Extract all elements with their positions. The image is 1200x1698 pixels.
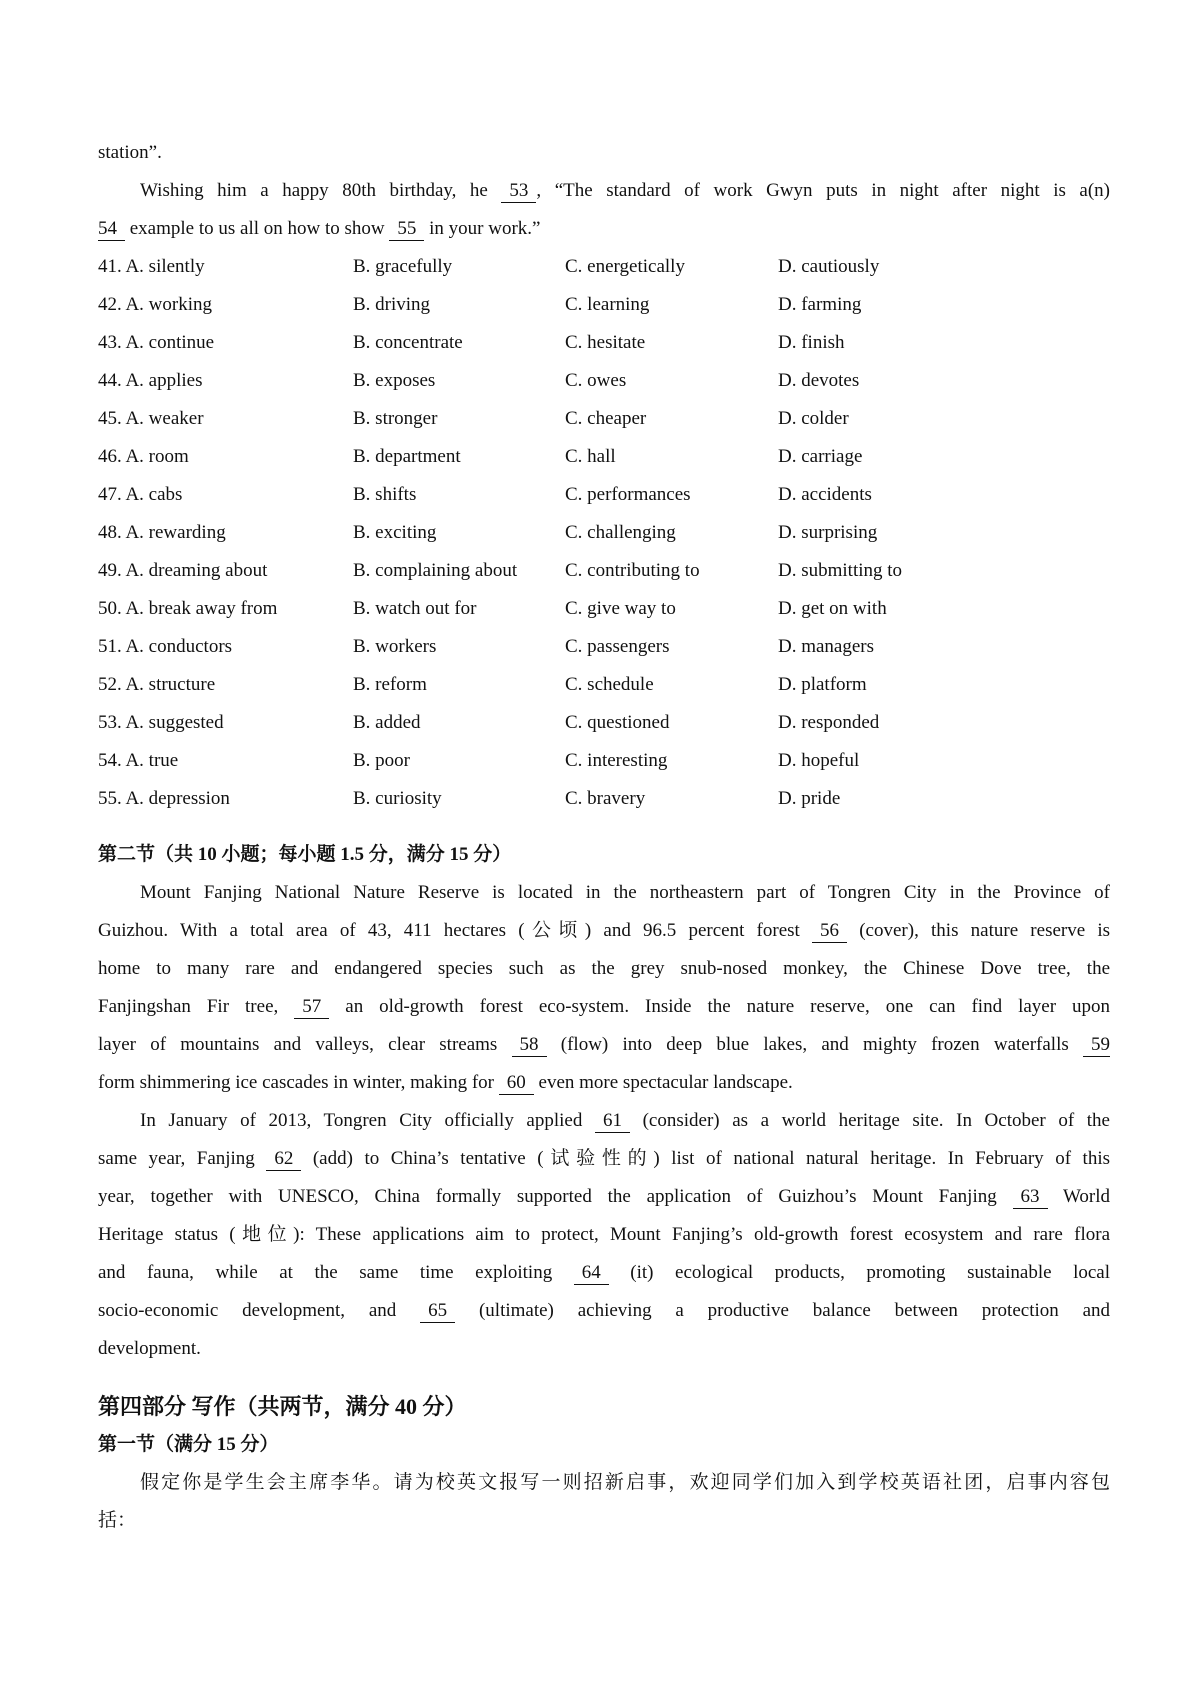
option-c: C. challenging [565, 522, 676, 543]
passage-text: (add) to China’s tentative (试验性的) list of national natural heritage. In February of this [312, 1148, 1110, 1169]
passage-text: in your work.” [429, 218, 541, 239]
passage-text: (cover), this nature reserve is [859, 920, 1111, 941]
passage-text: form shimmering ice cascades in winter, making for [98, 1072, 495, 1093]
passage-text: example to us all on how to show [129, 218, 385, 239]
option-d: D. submitting to [778, 560, 903, 581]
option-c: C. schedule [565, 674, 654, 695]
option-b: B. poor [353, 750, 410, 771]
passage-line [98, 874, 1110, 912]
option-b: B. workers [353, 636, 437, 657]
option-row [98, 248, 1110, 286]
spacer [98, 818, 1110, 836]
option-a: 48. A. rewarding [98, 522, 226, 543]
option-d: D. managers [778, 636, 875, 657]
section-heading: 第二节（共 10 小题；每小题 1.5 分，满分 15 分） [98, 844, 512, 865]
passage-line [98, 988, 1110, 1026]
option-d: D. finish [778, 332, 845, 353]
option-b: B. added [353, 712, 421, 733]
passage-text: Heritage status (地位): These applications aim to protect, Mount Fanjing’s old-growth forest ecosystem and rare flora [98, 1224, 1110, 1245]
blank-59: 59 [1083, 1034, 1110, 1057]
blank-57: 57 [294, 996, 329, 1019]
passage-text: (ultimate) achieving a productive balance between protection and [478, 1300, 1111, 1321]
options-list [98, 248, 1110, 818]
option-a: 49. A. dreaming about [98, 560, 268, 581]
passage-text: In January of 2013, Tongren City officially applied [140, 1110, 583, 1131]
passage-line [98, 1502, 1110, 1540]
blank-55: 55 [389, 218, 424, 241]
option-b: B. stronger [353, 408, 438, 429]
option-b: B. exciting [353, 522, 437, 543]
passage-line [98, 1064, 1110, 1102]
option-b: B. shifts [353, 484, 417, 505]
passage-line [98, 1254, 1110, 1292]
passage-text: 假定你是学生会主席李华。请为校英文报写一则招新启事，欢迎同学们加入到学校英语社团，启事内容包 [140, 1472, 1110, 1493]
passage-text: same year, Fanjing [98, 1148, 255, 1169]
option-d: D. responded [778, 712, 880, 733]
passage-line [98, 1216, 1110, 1254]
passage-line [98, 210, 1110, 248]
option-row [98, 324, 1110, 362]
option-row [98, 400, 1110, 438]
option-d: D. pride [778, 788, 841, 809]
option-d: D. cautiously [778, 256, 880, 277]
option-d: D. colder [778, 408, 849, 429]
passage-text: Wishing him a happy 80th birthday, he [140, 180, 488, 201]
option-row [98, 552, 1110, 590]
option-b: B. exposes [353, 370, 436, 391]
passage-text: Fanjingshan Fir tree, [98, 996, 279, 1017]
option-d: D. surprising [778, 522, 878, 543]
blank-64: 64 [574, 1262, 609, 1285]
passage-text: (consider) as a world heritage site. In October of the [642, 1110, 1110, 1131]
option-c: C. owes [565, 370, 627, 391]
option-b: B. driving [353, 294, 431, 315]
passage-text: year, together with UNESCO, China formally supported the application of Guizhou’s Mount Fanjing [98, 1186, 997, 1207]
option-c: C. contributing to [565, 560, 700, 581]
option-c: C. bravery [565, 788, 646, 809]
option-b: B. watch out for [353, 598, 477, 619]
passage-line [98, 134, 1110, 172]
part-heading: 第四部分 写作（共两节，满分 40 分） [98, 1394, 467, 1419]
blank-53: 53 [501, 180, 536, 203]
passage-line [98, 1178, 1110, 1216]
passage-text: layer of mountains and valleys, clear streams [98, 1034, 498, 1055]
passage-line [98, 1102, 1110, 1140]
blank-54: 54 [98, 218, 125, 241]
option-a: 53. A. suggested [98, 712, 224, 733]
blank-60: 60 [499, 1072, 534, 1095]
spacer [98, 1368, 1110, 1388]
option-c: C. energetically [565, 256, 685, 277]
option-a: 55. A. depression [98, 788, 230, 809]
option-d: D. get on with [778, 598, 887, 619]
option-b: B. gracefully [353, 256, 453, 277]
blank-62: 62 [266, 1148, 301, 1171]
passage-text: development. [98, 1338, 201, 1359]
passage-text: even more spectacular landscape. [538, 1072, 793, 1093]
option-row [98, 666, 1110, 704]
passage-line [98, 1464, 1110, 1502]
option-d: D. hopeful [778, 750, 860, 771]
passage-text: station”. [98, 142, 162, 163]
passage-paragraph [98, 874, 1110, 1102]
option-b: B. department [353, 446, 461, 467]
passage-line [98, 172, 1110, 210]
passage-text: (it) ecological products, promoting sustainable local [630, 1262, 1111, 1283]
option-b: B. curiosity [353, 788, 442, 809]
option-row [98, 742, 1110, 780]
option-d: D. farming [778, 294, 862, 315]
option-a: 52. A. structure [98, 674, 216, 695]
passage-text: and fauna, while at the same time exploiting [98, 1262, 553, 1283]
passage-text: World [1062, 1186, 1110, 1207]
option-a: 42. A. working [98, 294, 212, 315]
section-heading: 第一节（满分 15 分） [98, 1434, 279, 1455]
option-row [98, 286, 1110, 324]
option-c: C. hesitate [565, 332, 646, 353]
option-row [98, 628, 1110, 666]
passage-text: socio-economic development, and [98, 1300, 397, 1321]
option-a: 43. A. continue [98, 332, 215, 353]
passage-text: Guizhou. With a total area of 43, 411 hectares (公顷) and 96.5 percent forest [98, 920, 800, 941]
option-row [98, 362, 1110, 400]
passage-text: , “The standard of work Gwyn puts in night after night is a(n) [536, 180, 1110, 201]
option-row [98, 590, 1110, 628]
option-a: 44. A. applies [98, 370, 203, 391]
option-d: D. carriage [778, 446, 863, 467]
blank-65: 65 [420, 1300, 455, 1323]
blank-58: 58 [512, 1034, 547, 1057]
option-c: C. questioned [565, 712, 670, 733]
option-d: D. devotes [778, 370, 860, 391]
option-c: C. performances [565, 484, 691, 505]
option-b: B. concentrate [353, 332, 463, 353]
option-a: 46. A. room [98, 446, 189, 467]
passage-line [98, 1292, 1110, 1330]
passage-line [98, 950, 1110, 988]
passage-text: an old-growth forest eco-system. Inside the nature reserve, one can find layer upon [345, 996, 1111, 1017]
option-row [98, 514, 1110, 552]
passage-line [98, 912, 1110, 950]
option-b: B. reform [353, 674, 427, 695]
passage-paragraph [98, 1102, 1110, 1368]
passage-line [98, 1330, 1110, 1368]
option-a: 41. A. silently [98, 256, 205, 277]
option-d: D. accidents [778, 484, 872, 505]
option-row [98, 476, 1110, 514]
option-c: C. learning [565, 294, 650, 315]
option-d: D. platform [778, 674, 867, 695]
blank-63: 63 [1013, 1186, 1048, 1209]
option-a: 47. A. cabs [98, 484, 183, 505]
option-a: 45. A. weaker [98, 408, 204, 429]
option-c: C. interesting [565, 750, 668, 771]
passage-text: home to many rare and endangered species such as the grey snub-nosed monkey, the Chinese Dove tree, the [98, 958, 1110, 979]
blank-56: 56 [812, 920, 847, 943]
option-c: C. give way to [565, 598, 676, 619]
blank-61: 61 [595, 1110, 630, 1133]
passage-line [98, 1140, 1110, 1178]
option-a: 54. A. true [98, 750, 179, 771]
option-row [98, 704, 1110, 742]
option-c: C. passengers [565, 636, 670, 657]
option-c: C. cheaper [565, 408, 647, 429]
option-a: 50. A. break away from [98, 598, 278, 619]
option-b: B. complaining about [353, 560, 518, 581]
page-content [98, 134, 1110, 1540]
passage-text: 括： [98, 1510, 137, 1531]
option-row [98, 438, 1110, 476]
passage-text: (flow) into deep blue lakes, and mighty frozen waterfalls [560, 1034, 1069, 1055]
option-row [98, 780, 1110, 818]
passage-line [98, 1026, 1110, 1064]
option-c: C. hall [565, 446, 616, 467]
passage-text: Mount Fanjing National Nature Reserve is located in the northeastern part of Tongren City in the Province of [140, 882, 1110, 903]
option-a: 51. A. conductors [98, 636, 233, 657]
